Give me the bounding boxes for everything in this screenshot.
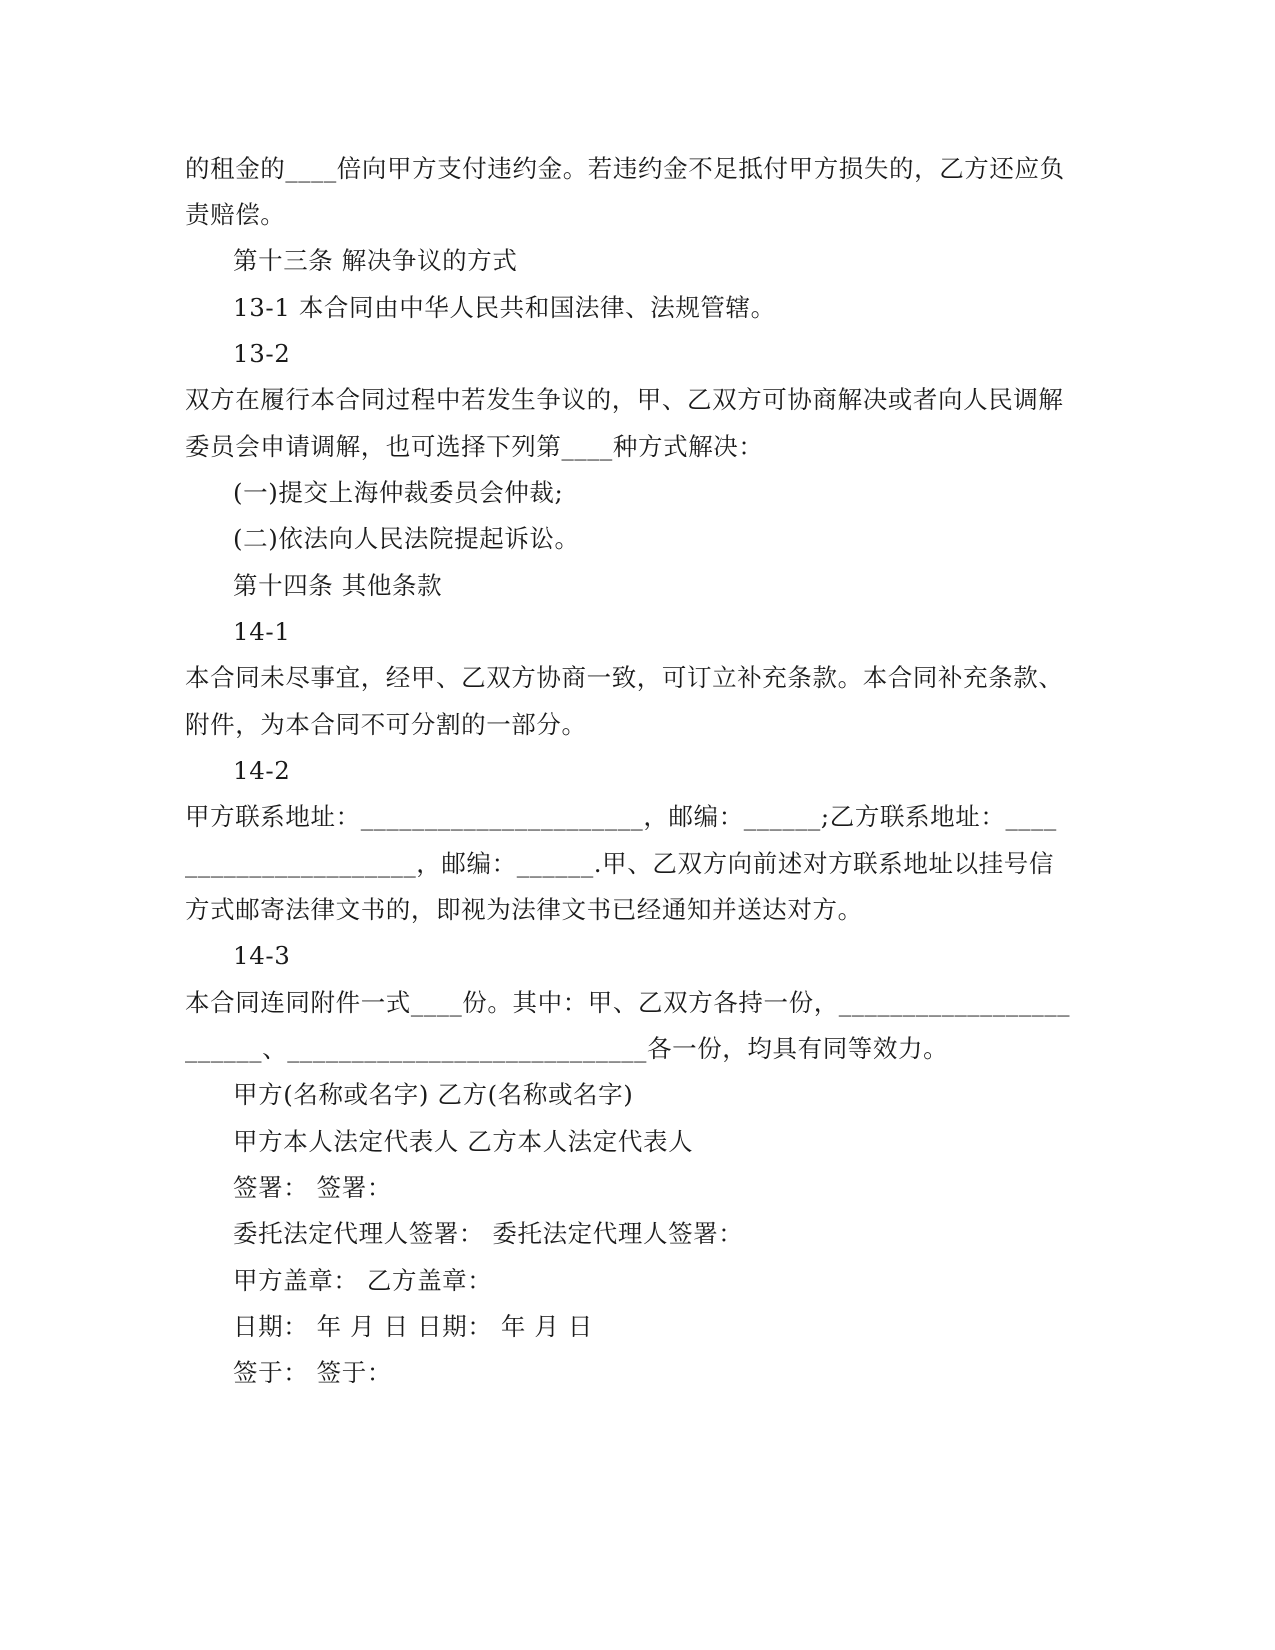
paragraph-line: 附件，为本合同不可分割的一部分。 bbox=[185, 710, 587, 739]
section-heading: 第十三条 解决争议的方式 bbox=[233, 246, 518, 275]
paragraph-line: 本合同连同附件一式____份。其中：甲、乙双方各持一份，__________________ bbox=[185, 988, 1071, 1017]
signature-party-names: 甲方(名称或名字) 乙方(名称或名字) bbox=[233, 1080, 634, 1109]
paragraph-line: 方式邮寄法律文书的，即视为法律文书已经通知并送达对方。 bbox=[185, 895, 863, 924]
paragraph-line: __________________，邮编：______.甲、乙双方向前述对方联系地址以挂号信 bbox=[185, 849, 1054, 878]
signing-place-fields: 签于： 签于： bbox=[233, 1358, 392, 1387]
date-fields: 日期： 年 月 日 日期： 年 月 日 bbox=[233, 1312, 593, 1341]
signature-representatives: 甲方本人法定代表人 乙方本人法定代表人 bbox=[233, 1127, 694, 1156]
paragraph-line: 双方在履行本合同过程中若发生争议的，甲、乙双方可协商解决或者向人民调解 bbox=[185, 385, 1064, 414]
paragraph-line: 甲方联系地址：______________________，邮编：______;乙方联系地址：____ bbox=[185, 802, 1057, 831]
clause-number: 14-3 bbox=[233, 941, 291, 970]
paragraph-line: 责赔偿。 bbox=[185, 200, 286, 229]
clause-line: 13-1 本合同由中华人民共和国法律、法规管辖。 bbox=[233, 293, 776, 322]
paragraph-line: 委员会申请调解，也可选择下列第____种方式解决： bbox=[185, 432, 764, 461]
seal-fields: 甲方盖章： 乙方盖章： bbox=[233, 1266, 493, 1295]
paragraph-line: 的租金的____倍向甲方支付违约金。若违约金不足抵付甲方损失的，乙方还应负 bbox=[185, 154, 1065, 183]
clause-number: 14-1 bbox=[233, 617, 291, 646]
clause-number: 14-2 bbox=[233, 756, 291, 785]
list-item: (一)提交上海仲裁委员会仲裁; bbox=[233, 478, 564, 507]
signature-fields: 签署： 签署： bbox=[233, 1173, 392, 1202]
paragraph-line: ______、____________________________各一份，均具有同等效力。 bbox=[185, 1034, 949, 1063]
paragraph-line: 本合同未尽事宜，经甲、乙双方协商一致，可订立补充条款。本合同补充条款、 bbox=[185, 663, 1064, 692]
signature-agent-fields: 委托法定代理人签署： 委托法定代理人签署： bbox=[233, 1219, 744, 1248]
list-item: (二)依法向人民法院提起诉讼。 bbox=[233, 524, 580, 553]
section-heading: 第十四条 其他条款 bbox=[233, 571, 443, 600]
clause-number: 13-2 bbox=[233, 339, 291, 368]
